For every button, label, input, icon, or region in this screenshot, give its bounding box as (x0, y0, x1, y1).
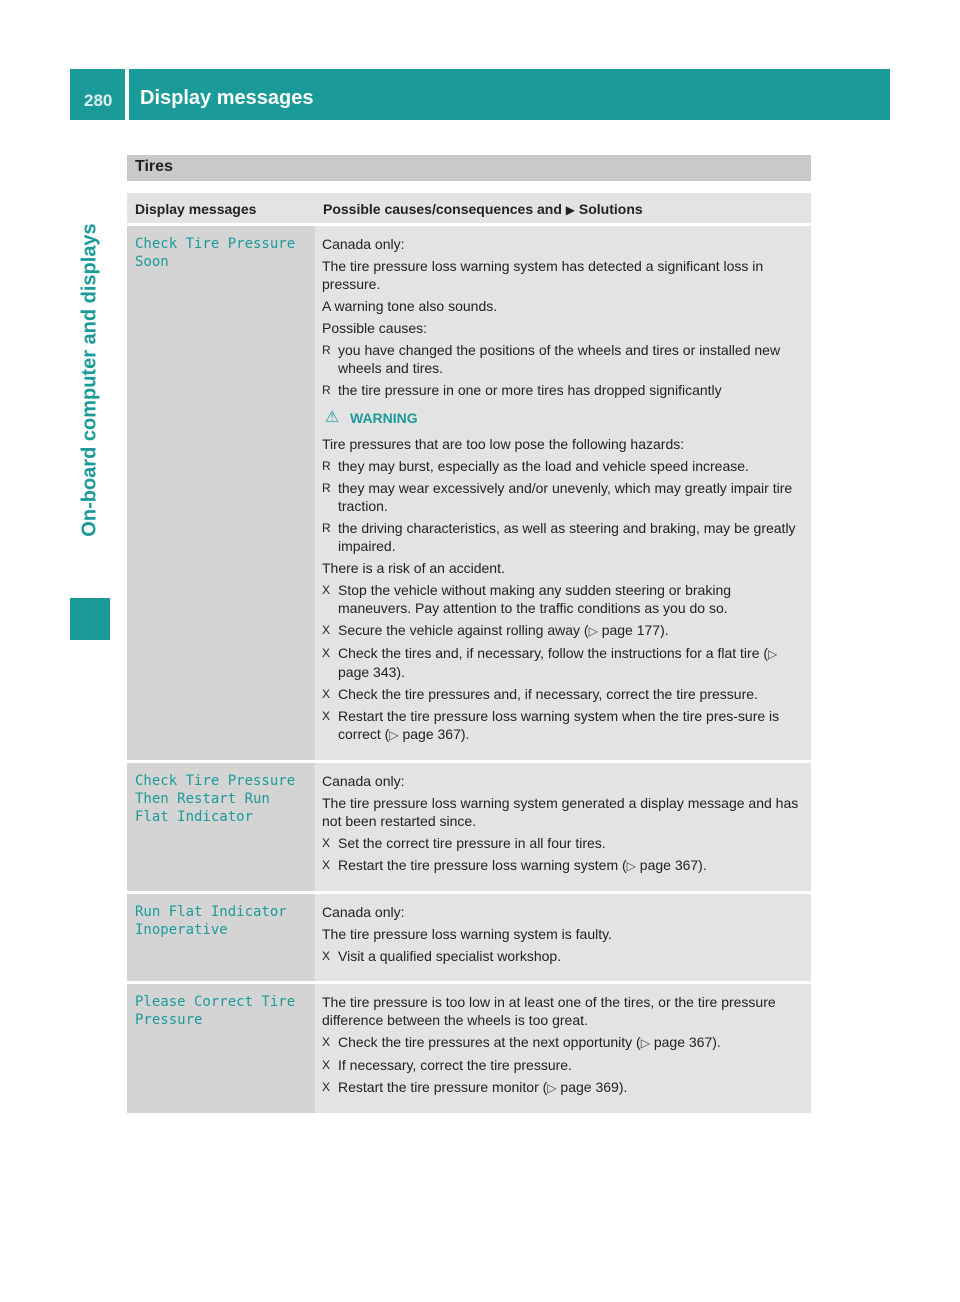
chapter-marker (70, 598, 110, 640)
bullet-item: R the driving characteristics, as well as steering and braking, may be greatly impaired. (322, 520, 796, 554)
code-line: Check Tire Pressure (135, 236, 296, 252)
code-line: Pressure (135, 1012, 203, 1028)
warning-triangle-icon: ⚠ (324, 409, 340, 426)
step-icon: X (322, 687, 331, 701)
step-icon: X (322, 949, 331, 963)
display-message-code (127, 984, 315, 1113)
display-messages-table (127, 190, 811, 1116)
paragraph: Tire pressures that are too low pose the following hazards: (322, 436, 685, 452)
step-item: X If necessary, correct the tire pressure. (322, 1057, 572, 1073)
code-line: Check Tire Pressure (135, 773, 296, 789)
paragraph: The tire pressure loss warning system is faulty. (322, 926, 612, 942)
code-line: Soon (135, 254, 169, 270)
step-icon: X (322, 1035, 331, 1049)
paragraph: The tire pressure loss warning system has detected a significant loss in pressure. (322, 258, 764, 292)
code-line: Flat Indicator (135, 809, 254, 825)
page-header (70, 69, 890, 120)
display-message-code (127, 226, 315, 760)
bullet-icon: R (322, 521, 331, 535)
display-message-code (127, 763, 315, 891)
paragraph: There is a risk of an accident. (322, 560, 505, 576)
message-description (315, 763, 811, 891)
column-header-messages: Display messages (127, 193, 315, 223)
column-header-solutions-label: Solutions (578, 201, 643, 217)
page-ref-icon: ▷ (588, 624, 598, 638)
chapter-title: On-board computer and displays (78, 223, 101, 537)
warning-label: WARNING (350, 410, 418, 426)
step-icon: X (322, 583, 331, 597)
bullet-icon: R (322, 343, 331, 357)
code-line: Inoperative (135, 922, 228, 938)
paragraph: A warning tone also sounds. (322, 298, 498, 314)
arrow-icon: ▶ (565, 203, 576, 217)
paragraph: Canada only: (322, 904, 405, 920)
bullet-item: R the tire pressure in one or more tires has dropped significantly (322, 382, 722, 398)
step-item: X Check the tire pressures and, if necessary, correct the tire pressure. (322, 686, 758, 702)
bullet-icon: R (322, 481, 331, 495)
message-description (315, 984, 811, 1113)
step-icon: X (322, 709, 331, 723)
step-item: X Visit a qualified specialist workshop. (322, 948, 562, 964)
paragraph: Possible causes: (322, 320, 428, 336)
message-description (315, 226, 811, 760)
page-ref-icon: ▷ (389, 728, 399, 742)
bullet-icon: R (322, 459, 331, 473)
display-message-code (127, 894, 315, 981)
step-item: X Restart the tire pressure monitor (▷ page 369). (322, 1079, 628, 1095)
step-icon: X (322, 836, 331, 850)
step-item: X Restart the tire pressure loss warning system when the tire pres-sure is correct (▷ page 367). (322, 708, 780, 742)
table-row (127, 894, 811, 981)
section-title: Tires (135, 158, 173, 175)
table-row (127, 984, 811, 1113)
step-icon: X (322, 1080, 331, 1094)
bullet-item: R they may burst, especially as the load and vehicle speed increase. (322, 458, 749, 474)
step-icon: X (322, 858, 331, 872)
step-item: X Stop the vehicle without making any sudden steering or braking maneuvers. Pay attention to the traffic conditions as you do so. (322, 582, 732, 616)
step-item: X Secure the vehicle against rolling away (▷ page 177). (322, 622, 669, 638)
page-ref-icon: ▷ (626, 859, 636, 873)
step-item: X Check the tires and, if necessary, follow the instructions for a flat tire (▷ page 343). (322, 645, 778, 680)
chapter-side-label (70, 170, 110, 590)
header-divider (125, 69, 129, 120)
page-number: 280 (84, 91, 113, 110)
paragraph: The tire pressure loss warning system generated a display message and has not been restarted since. (322, 795, 799, 829)
table-row (127, 763, 811, 891)
column-header-causes: Possible causes/consequences and (323, 201, 562, 217)
warning-heading (322, 409, 805, 427)
column-header-solutions (315, 193, 811, 223)
bullet-icon: R (322, 383, 331, 397)
table-header-row (127, 193, 811, 223)
paragraph: The tire pressure is too low in at least one of the tires, or the tire pressure difference between the wheels is too great. (322, 994, 776, 1028)
paragraph: Canada only: (322, 773, 405, 789)
paragraph: Canada only: (322, 236, 405, 252)
code-line: Run Flat Indicator (135, 904, 287, 920)
bullet-item: R they may wear excessively and/or unevenly, which may greatly impair tire traction. (322, 480, 793, 514)
code-line: Then Restart Run (135, 791, 270, 807)
section-title-bar (127, 155, 811, 181)
table-row (127, 226, 811, 760)
step-item: X Check the tire pressures at the next opportunity (▷ page 367). (322, 1034, 721, 1050)
step-icon: X (322, 646, 331, 660)
step-icon: X (322, 623, 331, 637)
bullet-item: R you have changed the positions of the wheels and tires or installed new wheels and tires. (322, 342, 781, 376)
message-description (315, 894, 811, 981)
code-line: Please Correct Tire (135, 994, 296, 1010)
page-title: Display messages (140, 87, 314, 109)
step-item: X Set the correct tire pressure in all four tires. (322, 835, 606, 851)
step-item: X Restart the tire pressure loss warning system (▷ page 367). (322, 857, 707, 873)
step-icon: X (322, 1058, 331, 1072)
page-ref-icon: ▷ (640, 1036, 650, 1050)
page-ref-icon: ▷ (547, 1081, 557, 1095)
page-ref-icon: ▷ (768, 647, 778, 661)
